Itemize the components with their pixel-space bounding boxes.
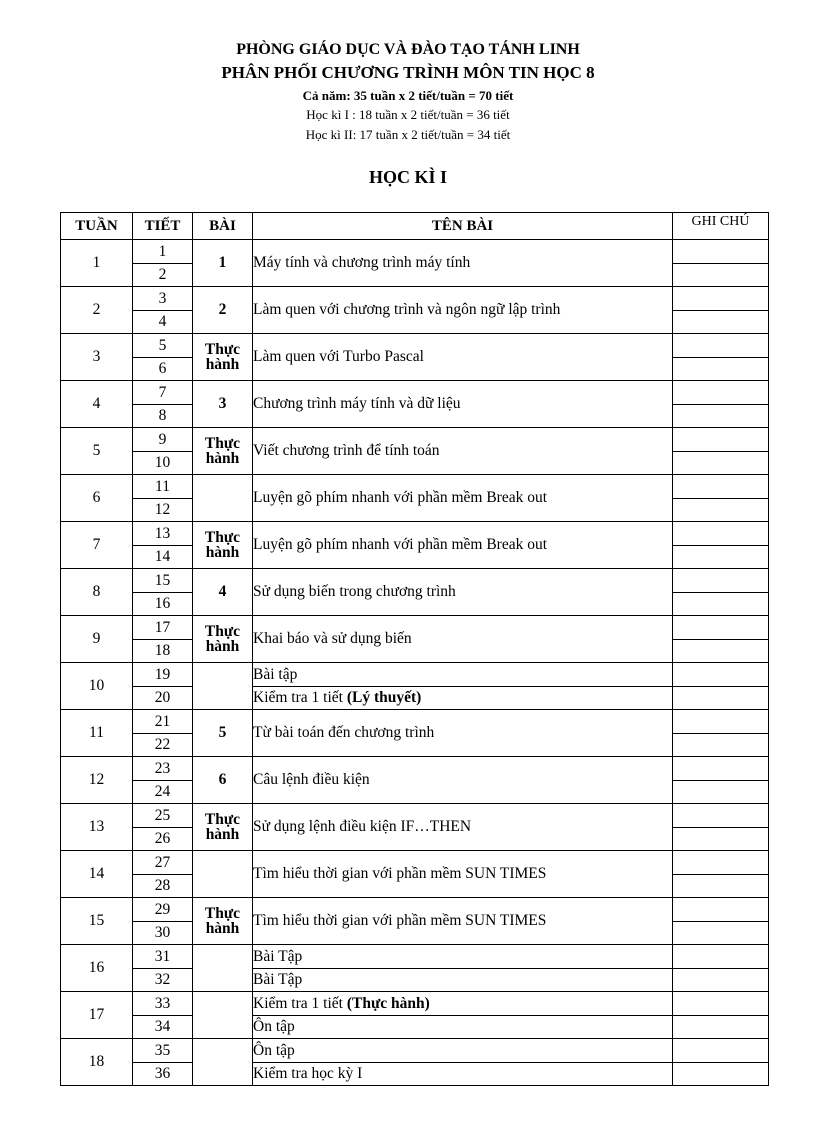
period-cell: 13	[133, 522, 193, 546]
note-cell	[673, 851, 769, 875]
lesson-cell: Thực hành	[193, 334, 253, 381]
table-row	[61, 804, 769, 828]
lesson-title: Làm quen với chương trình và ngôn ngữ lập trình	[253, 301, 561, 319]
lesson-title: Kiểm tra 1 tiết	[253, 689, 343, 706]
term1-total-line: Học kì I : 18 tuần x 2 tiết/tuần = 36 tiết	[306, 107, 510, 122]
lesson-cell: Thực hành	[193, 616, 253, 663]
table-row	[61, 428, 769, 452]
note-cell	[673, 874, 769, 898]
period-cell: 4	[133, 310, 193, 334]
note-cell	[673, 475, 769, 499]
period-cell: 30	[133, 921, 193, 945]
week-cell: 11	[61, 710, 133, 757]
lesson-cell: 4	[193, 569, 253, 616]
document-title: PHÂN PHỐI CHƯƠNG TRÌNH MÔN TIN HỌC 8	[221, 63, 595, 82]
period-cell: 23	[133, 757, 193, 781]
lesson-title: Luyện gõ phím nhanh với phần mềm Break out	[253, 489, 548, 507]
note-cell	[673, 921, 769, 945]
table-row	[61, 381, 769, 405]
note-cell	[673, 639, 769, 663]
note-cell	[673, 898, 769, 922]
section-heading: HỌC KÌ I	[368, 167, 447, 187]
table-row	[61, 710, 769, 734]
period-cell: 11	[133, 475, 193, 499]
period-cell: 19	[133, 663, 193, 687]
note-cell	[673, 357, 769, 381]
table-row	[61, 475, 769, 499]
column-header-week: TUẦN	[61, 213, 133, 240]
lesson-title-cell	[253, 1039, 673, 1063]
lesson-title-cell	[253, 569, 673, 616]
note-cell	[673, 1062, 769, 1086]
lesson-title: Bài Tập	[253, 971, 303, 988]
lesson-title: Câu lệnh điều kiện	[253, 771, 370, 789]
table-row	[61, 569, 769, 593]
note-cell	[673, 804, 769, 828]
lesson-title-cell	[253, 1015, 673, 1039]
lesson-title: Từ bài toán đến chương trình	[253, 724, 435, 742]
table-header-row	[61, 213, 769, 240]
lesson-cell: Thực hành	[193, 428, 253, 475]
note-cell	[673, 592, 769, 616]
week-cell: 14	[61, 851, 133, 898]
lesson-title: Tìm hiểu thời gian với phần mềm SUN TIMES	[253, 865, 547, 883]
note-cell	[673, 310, 769, 334]
week-cell: 8	[61, 569, 133, 616]
lesson-title-cell	[253, 428, 673, 475]
lesson-title-cell	[253, 475, 673, 522]
lesson-title-emphasis: (Lý thuyết)	[346, 689, 422, 706]
note-cell	[673, 616, 769, 640]
period-cell: 24	[133, 780, 193, 804]
period-cell: 1	[133, 240, 193, 264]
period-cell: 9	[133, 428, 193, 452]
column-header-period: TIẾT	[133, 213, 193, 240]
note-cell	[673, 569, 769, 593]
lesson-cell: 2	[193, 287, 253, 334]
table-row	[61, 851, 769, 875]
department-heading: PHÒNG GIÁO DỤC VÀ ĐÀO TẠO TÁNH LINH	[236, 41, 580, 58]
lesson-cell	[193, 851, 253, 898]
note-cell	[673, 545, 769, 569]
lesson-title: Bài Tập	[253, 947, 303, 965]
period-cell: 35	[133, 1039, 193, 1063]
table-body	[61, 240, 769, 1086]
period-cell: 28	[133, 874, 193, 898]
note-cell	[673, 428, 769, 452]
lesson-title-cell	[253, 240, 673, 287]
week-cell: 1	[61, 240, 133, 287]
lesson-title-cell	[253, 663, 673, 687]
table-row	[61, 240, 769, 264]
lesson-title-cell	[253, 710, 673, 757]
period-cell: 27	[133, 851, 193, 875]
note-cell	[673, 287, 769, 311]
week-cell: 5	[61, 428, 133, 475]
lesson-cell: 3	[193, 381, 253, 428]
period-cell: 20	[133, 686, 193, 710]
week-cell: 12	[61, 757, 133, 804]
note-cell	[673, 522, 769, 546]
lesson-title: Sử dụng lệnh điều kiện IF…THEN	[253, 818, 472, 836]
period-cell: 22	[133, 733, 193, 757]
lesson-title: Tìm hiểu thời gian với phần mềm SUN TIMES	[253, 912, 547, 930]
lesson-title: Viết chương trình để tính toán	[253, 442, 440, 460]
period-cell: 36	[133, 1062, 193, 1086]
week-cell: 3	[61, 334, 133, 381]
period-cell: 17	[133, 616, 193, 640]
lesson-title-emphasis: (Thực hành)	[346, 994, 430, 1012]
table-row	[61, 898, 769, 922]
year-total-line: Cả năm: 35 tuần x 2 tiết/tuần = 70 tiết	[302, 88, 514, 103]
period-cell: 16	[133, 592, 193, 616]
note-cell	[673, 992, 769, 1016]
week-cell: 10	[61, 663, 133, 710]
lesson-title: Chương trình máy tính và dữ liệu	[253, 395, 461, 413]
lesson-title-cell	[253, 851, 673, 898]
lesson-title: Kiểm tra học kỳ I	[253, 1065, 363, 1082]
period-cell: 31	[133, 945, 193, 969]
week-cell: 16	[61, 945, 133, 992]
period-cell: 32	[133, 968, 193, 992]
lesson-cell	[193, 1039, 253, 1086]
lesson-cell: 1	[193, 240, 253, 287]
lesson-title: Sử dụng biến trong chương trình	[253, 583, 456, 601]
table-row	[61, 522, 769, 546]
week-cell: 18	[61, 1039, 133, 1086]
note-cell	[673, 733, 769, 757]
period-cell: 33	[133, 992, 193, 1016]
period-cell: 5	[133, 334, 193, 358]
period-cell: 8	[133, 404, 193, 428]
schedule-table	[60, 212, 769, 1086]
period-cell: 2	[133, 263, 193, 287]
week-cell: 2	[61, 287, 133, 334]
table-row	[61, 287, 769, 311]
table-row	[61, 1039, 769, 1063]
lesson-title-cell	[253, 686, 673, 710]
period-cell: 7	[133, 381, 193, 405]
lesson-title-cell	[253, 1062, 673, 1086]
lesson-cell	[193, 945, 253, 992]
period-cell: 18	[133, 639, 193, 663]
note-cell	[673, 1039, 769, 1063]
period-cell: 25	[133, 804, 193, 828]
table-row	[61, 757, 769, 781]
table-row	[61, 616, 769, 640]
lesson-cell: Thực hành	[193, 804, 253, 851]
lesson-cell	[193, 663, 253, 710]
period-cell: 29	[133, 898, 193, 922]
lesson-cell	[193, 475, 253, 522]
table-row	[61, 334, 769, 358]
period-cell: 21	[133, 710, 193, 734]
table-row	[61, 945, 769, 969]
lesson-title-cell	[253, 616, 673, 663]
note-cell	[673, 334, 769, 358]
lesson-title-cell	[253, 381, 673, 428]
lesson-cell: 5	[193, 710, 253, 757]
lesson-title: Ôn tập	[253, 1018, 295, 1035]
lesson-title-cell	[253, 522, 673, 569]
note-cell	[673, 1015, 769, 1039]
note-cell	[673, 263, 769, 287]
period-cell: 6	[133, 357, 193, 381]
lesson-title: Máy tính và chương trình máy tính	[253, 254, 471, 272]
period-cell: 12	[133, 498, 193, 522]
lesson-cell: Thực hành	[193, 522, 253, 569]
period-cell: 26	[133, 827, 193, 851]
note-cell	[673, 710, 769, 734]
period-cell: 10	[133, 451, 193, 475]
lesson-title-cell	[253, 968, 673, 992]
lesson-title-cell	[253, 804, 673, 851]
lesson-title: Ôn tập	[253, 1041, 295, 1059]
note-cell	[673, 240, 769, 264]
note-cell	[673, 451, 769, 475]
note-cell	[673, 968, 769, 992]
table-row	[61, 968, 769, 992]
lesson-title: Làm quen với Turbo Pascal	[253, 348, 424, 366]
lesson-title: Khai báo và sử dụng biến	[253, 630, 412, 648]
lesson-title-cell	[253, 334, 673, 381]
note-cell	[673, 757, 769, 781]
note-cell	[673, 827, 769, 851]
note-cell	[673, 498, 769, 522]
note-cell	[673, 780, 769, 804]
week-cell: 6	[61, 475, 133, 522]
note-cell	[673, 686, 769, 710]
note-cell	[673, 663, 769, 687]
lesson-cell: 6	[193, 757, 253, 804]
table-row	[61, 1062, 769, 1086]
table-row	[61, 686, 769, 710]
week-cell: 9	[61, 616, 133, 663]
note-cell	[673, 381, 769, 405]
note-cell	[673, 404, 769, 428]
week-cell: 4	[61, 381, 133, 428]
lesson-cell: Thực hành	[193, 898, 253, 945]
column-header-title: TÊN BÀI	[253, 213, 673, 240]
week-cell: 15	[61, 898, 133, 945]
lesson-title: Kiểm tra 1 tiết	[253, 994, 343, 1012]
period-cell: 34	[133, 1015, 193, 1039]
period-cell: 3	[133, 287, 193, 311]
period-cell: 15	[133, 569, 193, 593]
lesson-title-cell	[253, 287, 673, 334]
lesson-title-cell	[253, 757, 673, 804]
table-row	[61, 1015, 769, 1039]
lesson-title-cell	[253, 898, 673, 945]
column-header-lesson: BÀI	[193, 213, 253, 240]
column-header-note: GHI CHÚ	[673, 213, 769, 240]
note-cell	[673, 945, 769, 969]
lesson-title: Luyện gõ phím nhanh với phần mềm Break out	[253, 536, 548, 554]
lesson-cell	[193, 992, 253, 1039]
lesson-title-cell	[253, 945, 673, 969]
week-cell: 17	[61, 992, 133, 1039]
table-row	[61, 992, 769, 1016]
lesson-title: Bài tập	[253, 665, 298, 683]
week-cell: 13	[61, 804, 133, 851]
week-cell: 7	[61, 522, 133, 569]
period-cell: 14	[133, 545, 193, 569]
table-row	[61, 663, 769, 687]
term2-total-line: Học kì II: 17 tuần x 2 tiết/tuần = 34 tiết	[305, 127, 511, 142]
lesson-title-cell	[253, 992, 673, 1016]
